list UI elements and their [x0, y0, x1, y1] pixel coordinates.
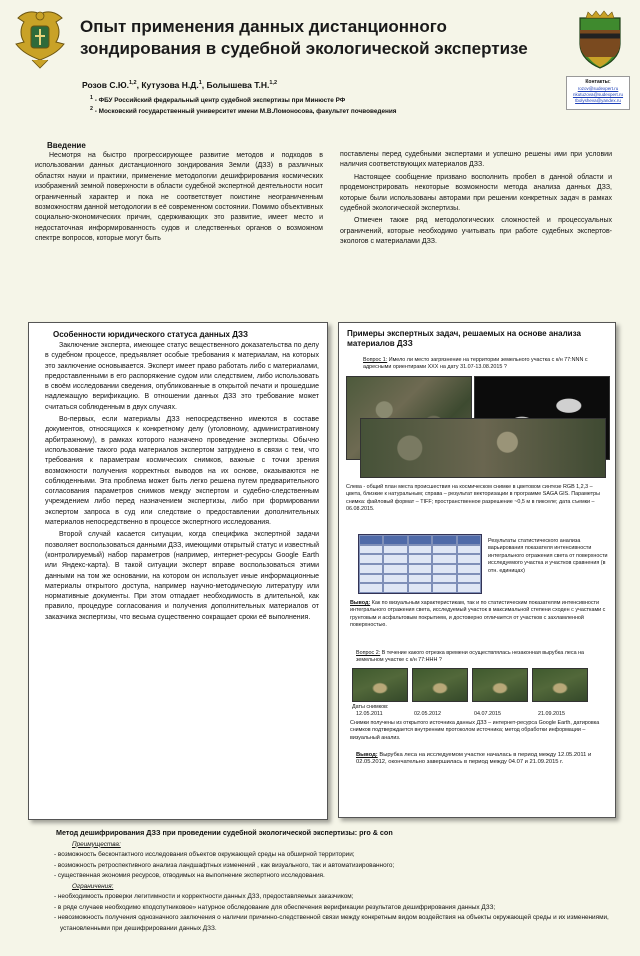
conclusion-2-text: Вырубка леса на исследуемом участке началась в период между 12.05.2011 и 02.05.2012, окончательно завершилась в период между 04.07 и 21.09.2015 г.: [356, 752, 592, 766]
legal-paragraph: Второй случай касается ситуации, когда специфика экспертной задачи позволяет воспользоваться данными ДЗЗ, имеющими открытый статус и известный (контролируемый) набор параметров (например, интернет-ресурсы Google Earth или Яндекс-карта). В такой ситуации эксперт вправе воспользоваться этими данными на том же основании, на котором он использует иные информационные материалы открытого доступа, например научно-методическую литературу или нормативные документы. При этом отпадает необходимость в длительной, как правило, процедуре согласования и получения дополнительных материалов от заказчика экспертизы, что весьма существенно сокращает сроки её выполнения.: [45, 531, 319, 621]
legal-paragraph: Во-первых, если материалы ДЗЗ непосредственно имеются в составе документов, относящихся к конкретному делу (уголовному, административному арбитражному), в рамках которого назначено проведение экспертизы. Обычно использование такого рода материалов экспертом затруднено в связи с тем, что требования к параметрам космических снимков, важные с точки зрения возможности получения корректных выводов на их основе, оказываются не соблюденными. Эта проблема может быть легко решена путем предварительного согласования параметров снимков между экспертом и судебно-следственным учреждением либо перед назначением экспертизы, либо при формировании экспертом запроса в суд или следствие о предоставлении дополнительных материалов непосредственно в процессе экспертного исследования.: [45, 416, 319, 527]
question-2: [356, 650, 602, 665]
author-affiliation-mark: 1: [198, 80, 202, 87]
author-name: Кутузова Н.Д.: [141, 80, 199, 90]
intro-left-column: [35, 151, 323, 245]
date-label: 12.05.2011: [356, 711, 383, 717]
question-1-label: Вопрос 1:: [363, 357, 388, 363]
pros-item: - возможность ретроспективного анализа ландшафтных изменений , как визуального, так и автоматизированного;: [54, 861, 395, 869]
author-name: Розов С.Ю.: [82, 80, 129, 90]
satellite-image-detail: [360, 418, 606, 478]
author-affiliation-mark: 1,2: [128, 80, 137, 87]
conclusion-1-text: Как по визуальным характеристикам, так и по статистическим показателям интенсивности интегрального отражения света, исследуемый участок в максимальной степени сходен с участками с грунтовым и асфальтовым покрытием, и достоверно отличается от участков с захламленной поверхностью.: [350, 600, 606, 629]
forest-image-2012: [412, 668, 468, 702]
legal-status-box: [28, 322, 328, 820]
email-link-3[interactable]: tbolysheva@yandex.ru: [575, 98, 621, 103]
method-section: [50, 828, 616, 934]
author-name: Болышева Т.Н.: [206, 80, 270, 90]
contacts-box: [566, 76, 630, 110]
intro-heading: Введение: [47, 141, 86, 150]
cons-label: Ограничения:: [72, 882, 114, 890]
legal-paragraph: Заключение эксперта, имеющее статус вещественного доказательства по делу в судебном процессе, предъявляет особые требования к материалам, на которых это заключение основывается. Эксперт имеет право работать либо с материалами, предоставленными в его распоряжение судом или следствием, либо использовать в своём исследовании сведения, опубликованные в открытой печати и прошедшие надлежащую верификацию. В отношении данных ДЗЗ это требование может считаться соблюденным в двух случаях.: [45, 342, 319, 411]
cons-item-text: невозможность получения однозначного заключения о наличии причинно-следственной связи между конкретным видом воздействия на объекты окружающей среды и их изменениями, установленными при дешифрировании данных ДЗЗ.: [57, 914, 609, 932]
intro-section: [35, 140, 323, 247]
intro-right-paragraph: поставлены перед судебными экспертами и успешно решены ими при условии наличия соответствующих материалов ДЗЗ.: [340, 151, 612, 169]
forest-image-2011: [352, 668, 408, 702]
faculty-emblem-logo: [574, 10, 626, 70]
cons-item: - невозможность получения однозначного заключения о наличии причинно-следственной связи между конкретным видом воздействия на объекты окружающей среды и их изменениями, установленными при дешифрировании данных ДЗЗ.: [54, 914, 609, 932]
poster-title: [80, 16, 570, 60]
forest-image-2015-09: [532, 668, 588, 702]
affiliation-2-text: - Московский государственный университет имени М.В.Ломоносова, факультет почвоведения: [94, 108, 397, 116]
satellite-caption: Слева - общий план места происшествия на космическом снимке в цветовом синтезе RGB 1,2,3 – цвета, близкие к натуральным; справа – результат векторизации в программе SAGA GIS. Параметры снимка: файловый формат – TIFF; пространственное разрешение ~0,5 м в пикселе; дата съемки – 06.08.2015.: [346, 484, 600, 513]
forest-image-2015-07: [472, 668, 528, 702]
pros-item: - существенная экономия ресурсов, отводимых на выполнение экспертного исследования.: [54, 872, 325, 879]
statistics-note: Результаты статистического анализа варьирования показателя интенсивности интегрального отражения света от поверхности исследуемого участка и участков сравнения (в отн. единицах): [488, 538, 608, 574]
affiliation-2-mark: 2: [90, 106, 93, 112]
pros-item-text: возможность ретроспективного анализа ландшафтных изменений , как визуального, так и автоматизированного;: [57, 861, 395, 869]
poster-title-text: Опыт применения данных дистанционного зондирования в судебной экологической экспертизе: [80, 17, 528, 58]
author-affiliation-mark: 1,2: [269, 80, 278, 87]
legal-heading: Особенности юридического статуса данных ДЗЗ: [53, 330, 249, 339]
email-link-2[interactable]: nkutuzova@sudexpert.ru: [572, 92, 624, 97]
contacts-title: Контакты:: [585, 79, 611, 85]
pros-label: Преимущества:: [72, 840, 121, 848]
cons-item: - необходимость проверки легитимности и корректности данных ДЗЗ, предоставляемых заказчиком;: [54, 893, 354, 900]
intro-right-paragraph: Отмечен также ряд методологических сложностей и процессуальных ограничений, которые необходимо учитывать при работе судебных экспертов-экологов с материалами ДЗЗ.: [340, 217, 612, 246]
affiliation-1: [90, 95, 345, 104]
dates-label: Даты снимков:: [352, 704, 389, 710]
cons-item: - в ряде случаев необходимо кподспутниковое» натурное обследование для обеспечения верификации результатов дешифрирования данных ДЗЗ;: [54, 903, 496, 911]
date-label: 04.07.2015: [474, 711, 501, 717]
affiliation-1-text: - ФБУ Российский федеральный центр судебной экспертизы при Минюсте РФ: [94, 97, 346, 105]
method-heading: Метод дешифрирования ДЗЗ при проведении судебной экологической экспертизы: pro & con: [56, 828, 393, 837]
question-1: [363, 357, 597, 372]
date-label: 02.05.2012: [414, 711, 441, 717]
email-link-1[interactable]: rozov@sudexpert.ru: [577, 86, 619, 91]
conclusion-1-label: Вывод:: [350, 600, 371, 606]
cons-item-text: необходимость проверки легитимности и корректности данных ДЗЗ, предоставляемых заказчиком;: [57, 893, 354, 900]
date-label: 21.09.2015: [538, 711, 565, 717]
pros-item-text: существенная экономия ресурсов, отводимых на выполнение экспертного исследования.: [57, 872, 325, 879]
ministry-emblem-logo: [10, 8, 70, 70]
images-note: Снимки получены из открытого источника данных ДЗЗ – интернет-ресурса Google Earth, датировка снимков подтверждается внутренним протоколом источника; метод обработки информации – визуальный анализ.: [350, 720, 600, 741]
conclusion-2-label: Вывод:: [356, 752, 378, 758]
conclusion-1: [350, 600, 610, 630]
pros-item: - возможность бесконтактного исследования объектов окружающей среды на обширной территории;: [54, 851, 355, 858]
pros-item-text: возможность бесконтактного исследования объектов окружающей среды на обширной территории;: [57, 851, 355, 858]
conclusion-2: [356, 752, 602, 767]
intro-right-paragraph: Настоящее сообщение призвано восполнить пробел в данной области и продемонстрировать некоторые возможности метода анализа данных ДЗЗ, которые были использованы авторами при решении конкретных задач в рамках судебной экологической экспертизы.: [340, 173, 612, 213]
intro-paragraph: Несмотря на быстро прогрессирующее развитие методов и подходов в использовании данных дистанционного зондирования Земли (ДЗЗ) в различных областях науки и практики, применение методологии дешифрирования космических изображений земной поверхности в области судебной экспертной деятельности носит ограниченный характер и пока не соответствует поистине неограниченным возможностям данной методологии в её современном состоянии. Помимо объективных социально-экономических причин, сдерживающих это развитие, имеет место и недостаточная информированность судов и следственных органов о возможном спектре вопросов, которые могут быть: [35, 152, 323, 243]
intro-right-column: [340, 150, 612, 250]
examples-heading: Примеры экспертных задач, решаемых на основе анализа материалов ДЗЗ: [347, 329, 581, 348]
question-1-text: Имело ли место загрязнение на территории земельного участка с к/н 77:NNN с адресными ориентирами ХХХ на дату 31.07-13.08.2015 ?: [363, 357, 588, 371]
question-2-text: В течение какого отрезка времени осуществлялась незаконная вырубка леса на земельном участке с к/н 77:ННН ?: [356, 650, 585, 664]
affiliation-2: [90, 106, 397, 115]
author-list: Розов С.Ю.$^{1,2}$, Кутузова Н.Д.$^1$, Болышева Т.Н.$^{1,2}$: [82, 80, 278, 90]
cons-item-text: в ряде случаев необходимо кподспутниковое» натурное обследование для обеспечения верификации результатов дешифрирования данных ДЗЗ;: [57, 903, 496, 911]
affiliation-1-mark: 1: [90, 95, 93, 101]
question-2-label: Вопрос 2:: [356, 650, 381, 656]
statistics-table: [358, 534, 482, 594]
